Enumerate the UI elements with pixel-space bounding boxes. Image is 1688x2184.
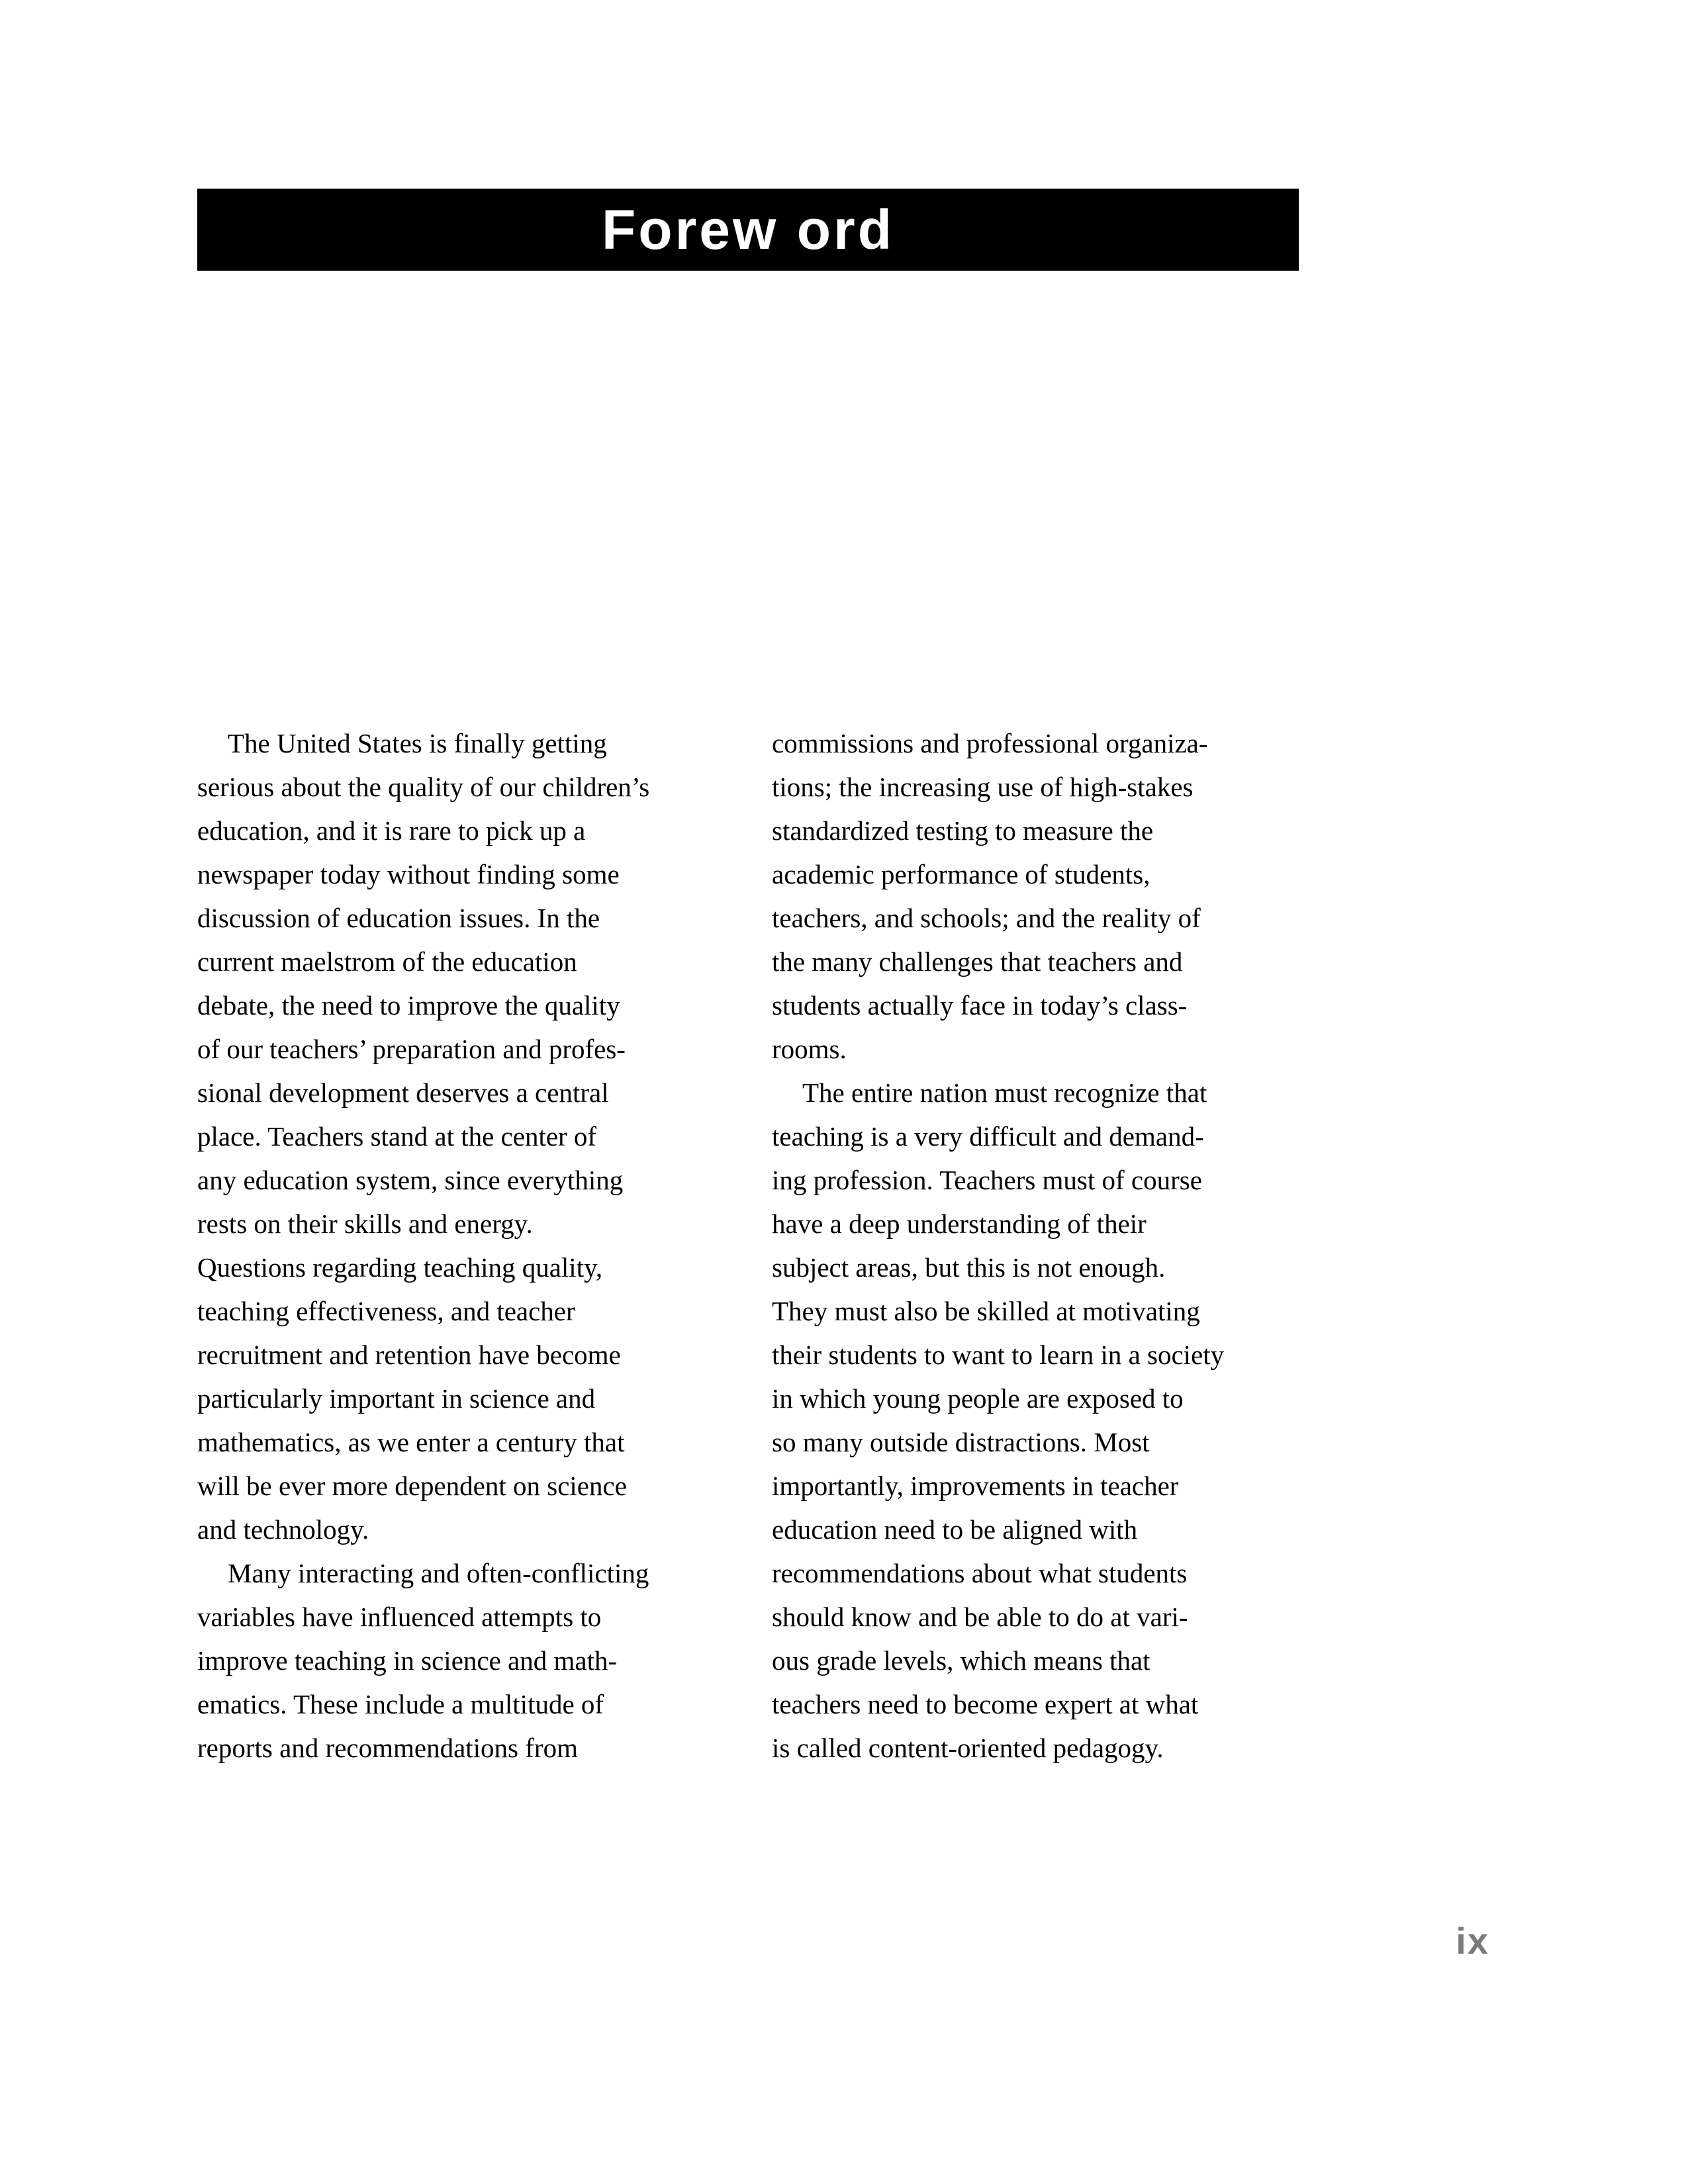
- page-number: ix: [1456, 1920, 1489, 1962]
- text-line: standardized testing to measure the: [772, 815, 1154, 846]
- text-line: reports and recommendations from: [197, 1733, 578, 1763]
- text-line: The United States is finally getting: [228, 728, 607, 758]
- text-line: debate, the need to improve the quality: [197, 990, 620, 1021]
- page-title: Forew ord: [601, 199, 894, 261]
- text-line: will be ever more dependent on science: [197, 1471, 627, 1501]
- text-line: mathematics, as we enter a century that: [197, 1427, 625, 1457]
- text-line: teachers need to become expert at what: [772, 1689, 1199, 1719]
- text-line: ing profession. Teachers must of course: [772, 1165, 1202, 1195]
- text-line: They must also be skilled at motivating: [772, 1296, 1200, 1326]
- text-line: current maelstrom of the education: [197, 946, 577, 977]
- text-line: importantly, improvements in teacher: [772, 1471, 1179, 1501]
- text-line: rests on their skills and energy.: [197, 1208, 533, 1239]
- body-column-right: [772, 721, 1305, 1770]
- text-line: the many challenges that teachers and: [772, 946, 1183, 977]
- text-line: education need to be aligned with: [772, 1514, 1138, 1545]
- text-line: education, and it is rare to pick up a: [197, 815, 586, 846]
- text-line: rooms.: [772, 1034, 847, 1064]
- text-line: The entire nation must recognize that: [802, 1077, 1207, 1108]
- text-line: newspaper today without finding some: [197, 859, 620, 889]
- text-line: teaching effectiveness, and teacher: [197, 1296, 575, 1326]
- text-line: their students to want to learn in a society: [772, 1340, 1225, 1370]
- text-line: ous grade levels, which means that: [772, 1645, 1150, 1676]
- text-line: Many interacting and often-conflicting: [228, 1558, 649, 1588]
- text-line: ematics. These include a multitude of: [197, 1689, 604, 1719]
- text-line: subject areas, but this is not enough.: [772, 1252, 1166, 1283]
- text-line: recruitment and retention have become: [197, 1340, 621, 1370]
- text-line: Questions regarding teaching quality,: [197, 1252, 603, 1283]
- text-line: students actually face in today’s class-: [772, 990, 1188, 1021]
- text-line: of our teachers’ preparation and profes-: [197, 1034, 626, 1064]
- text-line: tions; the increasing use of high-stakes: [772, 772, 1194, 802]
- text-line: is called content-oriented pedagogy.: [772, 1733, 1164, 1763]
- text-line: particularly important in science and: [197, 1383, 596, 1414]
- text-line: variables have influenced attempts to: [197, 1602, 602, 1632]
- text-line: academic performance of students,: [772, 859, 1150, 889]
- text-line: discussion of education issues. In the: [197, 903, 600, 933]
- text-line: improve teaching in science and math-: [197, 1645, 618, 1676]
- text-line: commissions and professional organiza-: [772, 728, 1208, 758]
- text-line: teachers, and schools; and the reality of: [772, 903, 1201, 933]
- text-line: sional development deserves a central: [197, 1077, 609, 1108]
- text-line: any education system, since everything: [197, 1165, 624, 1195]
- text-line: and technology.: [197, 1514, 369, 1545]
- text-line: serious about the quality of our children’s: [197, 772, 650, 802]
- body-column-left: [197, 721, 730, 1770]
- text-line: place. Teachers stand at the center of: [197, 1121, 597, 1152]
- text-line: should know and be able to do at vari-: [772, 1602, 1188, 1632]
- text-line: so many outside distractions. Most: [772, 1427, 1150, 1457]
- text-line: have a deep understanding of their: [772, 1208, 1147, 1239]
- title-bar: [197, 189, 1299, 271]
- text-line: teaching is a very difficult and demand-: [772, 1121, 1204, 1152]
- text-line: in which young people are exposed to: [772, 1383, 1184, 1414]
- text-line: recommendations about what students: [772, 1558, 1188, 1588]
